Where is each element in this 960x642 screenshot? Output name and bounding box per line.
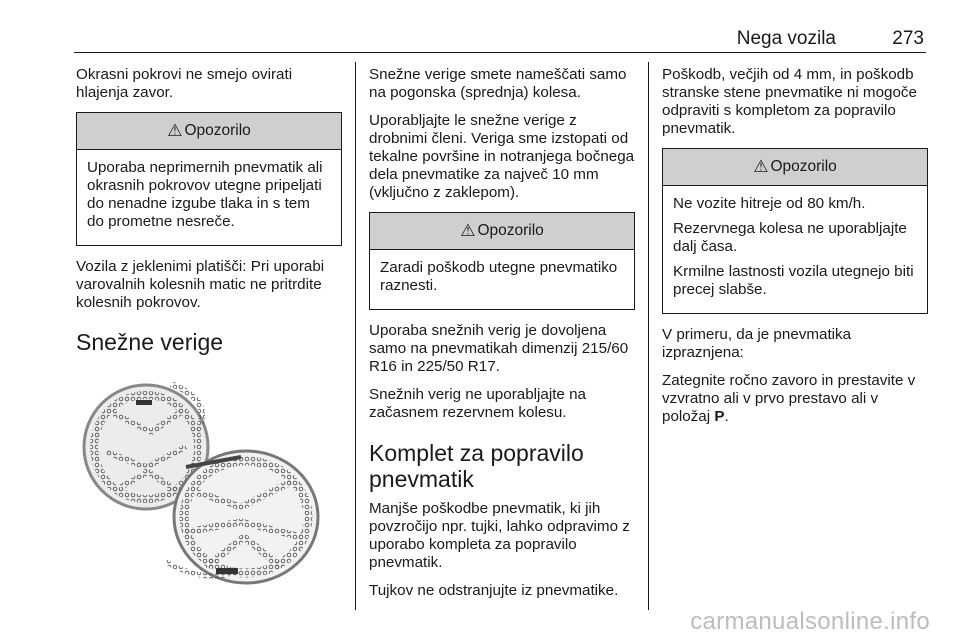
paragraph: Vozila z jeklenimi platišči: Pri uporabi varovalnih kolesnih matic ne pritrdite kolesnih pokrovov. (76, 258, 325, 311)
column-1 (76, 66, 342, 592)
text-run: . (724, 408, 729, 425)
warning-title: Opozorilo (770, 158, 837, 175)
section-title: Nega vozila (736, 28, 836, 49)
warning-line: Krmilne lastnosti vozila utegnejo biti precej slabše. (673, 263, 914, 298)
paragraph: Okrasni pokrovi ne smejo ovirati hlajenja zavor. (76, 66, 293, 101)
warning-title: Opozorilo (477, 222, 544, 239)
paragraph (662, 372, 928, 426)
paragraph: Tujkov ne odstranjujte iz pnevmatike. (369, 582, 619, 599)
warning-triangle-icon: ⚠ (460, 221, 476, 241)
warning-text: Uporaba neprimernih pnevmatik ali okrasnih pokrovov utegne pripeljati do nenadne izgube tlaka in s tem do prometne nesreče. (87, 159, 323, 230)
text-run: Zategnite ročno zavoro in prestavite v vzvratno ali v prvo prestavo ali v položaj (662, 372, 916, 425)
column-2 (369, 66, 635, 610)
section-heading: Snežne verige (76, 329, 224, 355)
column-3 (662, 66, 928, 436)
warning-triangle-icon: ⚠ (167, 121, 183, 141)
paragraph: Manjše poškodbe pnevmatik, ki jih povzročijo npr. tujki, lahko odpravimo z uporabo kompleta za popravilo pnevmatik. (369, 500, 630, 571)
page-number: 273 (892, 28, 924, 49)
warning-text: Zaradi poškodb utegne pnevmatiko raznesti. (380, 259, 618, 294)
section-heading: Komplet za popravilo pnevmatik (369, 440, 584, 492)
paragraph: V primeru, da je pnevmatika izpraznjena: (662, 326, 852, 361)
warning-header (370, 213, 634, 250)
warning-header (77, 113, 341, 150)
warning-box (369, 212, 635, 310)
warning-box (76, 112, 342, 246)
column-divider (648, 62, 649, 610)
watermark: carmanualsonline.info (690, 608, 930, 635)
paragraph: Snežnih verig ne uporabljajte na začasnem rezervnem kolesu. (369, 386, 586, 421)
warning-header (663, 149, 927, 186)
column-divider (355, 62, 356, 610)
warning-box (662, 148, 928, 314)
paragraph: Snežne verige smete nameščati samo na pogonska (sprednja) kolesa. (369, 66, 627, 101)
paragraph: Uporabljajte le snežne verige z drobnimi členi. Veriga sme izstopati od tekalne površine in notranjega bočnega dela pnevmatike za največ 10 mm (vključno z zaklepom). (369, 112, 635, 201)
warning-line: Ne vozite hitreje od 80 km/h. (673, 195, 866, 212)
warning-title: Opozorilo (184, 122, 251, 139)
paragraph: Poškodb, večjih od 4 mm, in poškodb stranske stene pnevmatike ni mogoče odpraviti s kompletom za popravilo pnevmatik. (662, 66, 917, 137)
snow-chains-illustration (76, 372, 326, 587)
page-header (74, 26, 926, 53)
warning-triangle-icon: ⚠ (753, 157, 769, 177)
warning-line: Rezervnega kolesa ne uporabljajte dalj časa. (673, 220, 907, 255)
gear-position-p: P (714, 408, 725, 425)
paragraph: Uporaba snežnih verig je dovoljena samo na pnevmatikah dimenzij 215/60 R16 in 225/50 R17. (369, 322, 629, 375)
